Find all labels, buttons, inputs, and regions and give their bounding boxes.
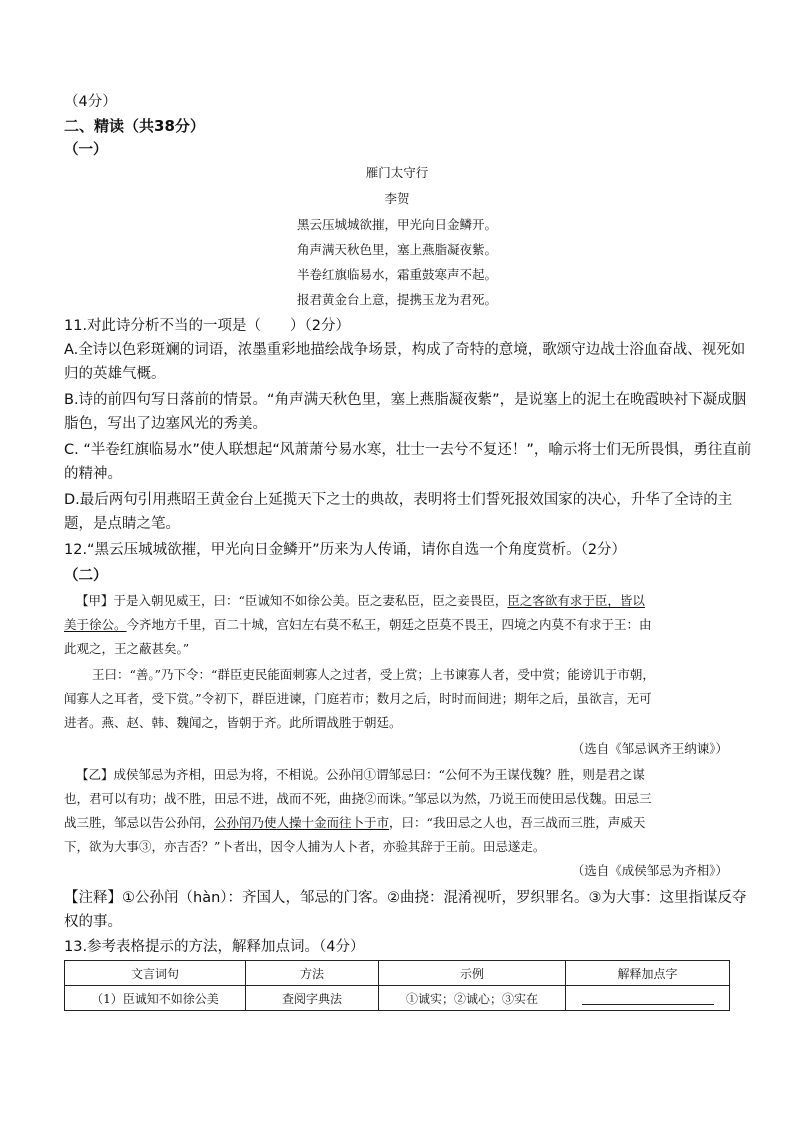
q13-table <box>64 960 730 1011</box>
q11-option-c: C. “半卷红旗临易水”使人联想起“风萧萧兮易水寒，壮士一去兮不复还！”，喻示将士们无所畏惧，勇往直前 <box>64 442 752 458</box>
notes-line: 【注释】①公孙闬（hàn）：齐国人，邹忌的门客。②曲挠：混淆视听，罗织罪名。③为大事：这里指谋反夺 <box>64 890 747 906</box>
table-header-row <box>65 961 730 986</box>
part1-label: （一） <box>64 142 108 158</box>
jia-source: （选自《邹忌讽齐王纳谏》） <box>571 741 728 756</box>
jia-line: 今齐地方千里，百二十城，宫妇左右莫不私王，朝廷之臣莫不畏王，四境之内莫不有求于王：由 <box>126 617 652 632</box>
jia-underlined: 美于徐公。 <box>64 617 127 632</box>
q11-option-d: D.最后两句引用燕昭王黄金台上延揽天下之士的典故，表明将士们誓死报效国家的决心，升华了全诗的主 <box>64 492 733 508</box>
table-cell: 查阅字典法 <box>246 986 379 1011</box>
part2-label: （二） <box>64 568 108 584</box>
q11-option-b: B.诗的前四句写日落前的情景。“角声满天秋色里，塞上燕脂凝夜紫”，是说塞上的泥土在晚霞映衬下凝成胭 <box>64 392 747 408</box>
jia-line: 【甲】于是入朝见威王，曰：“臣诚知不如徐公美。臣之妻私臣，臣之妾畏臣， <box>76 593 508 608</box>
jia-line: 进者。燕、赵、韩、魏闻之，皆朝于齐。此所谓战胜于朝廷。 <box>64 715 402 730</box>
yi-line: 下，欲为大事③，亦吉否？”卜者出，因令人捕为人卜者，亦验其辞于王前。田忌遂走。 <box>64 839 546 854</box>
table-row <box>65 986 730 1011</box>
poem-author: 李贺 <box>384 191 410 206</box>
q12-stem: 12.“黑云压城城欲摧，甲光向日金鳞开”历来为人传诵，请你自选一个角度赏析。（2分） <box>64 542 627 558</box>
q11-option-a-cont: 归的英雄气概。 <box>64 366 166 382</box>
yi-line: 【乙】成侯邹忌为齐相，田忌为将，不相说。公孙闬①谓邹忌曰：“公何不为王谋伐魏？胜，则是君之谋 <box>76 767 645 782</box>
poem-title: 雁门太守行 <box>365 165 429 180</box>
yi-line: ，曰：“我田忌之人也，吾三战而三胜，声威天 <box>389 815 646 830</box>
answer-blank[interactable] <box>582 992 714 1005</box>
table-header: 解释加点字 <box>566 961 730 986</box>
table-header: 文言词句 <box>65 961 246 986</box>
table-cell: ①诚实；②诚心；③实在 <box>379 986 566 1011</box>
table-cell: （1）臣诚知不如徐公美 <box>65 986 246 1011</box>
jia-line: 王曰：“善。”乃下令：“群臣吏民能面刺寡人之过者，受上赏；上书谏寡人者，受中赏；能谤讥于市朝， <box>92 667 655 682</box>
answer-blank-cell[interactable] <box>566 986 730 1011</box>
poem-line: 报君黄金台上意，提携玉龙为君死。 <box>296 292 497 307</box>
q11-stem: 11.对此诗分析不当的一项是（ ）（2分） <box>64 318 351 334</box>
poem-line: 半卷红旗临易水，霜重鼓寒声不起。 <box>296 267 497 282</box>
jia-line: 闻寡人之耳者，受下赏。”令初下，群臣进谏，门庭若市；数月之后，时时而间进；期年之后，虽欲言，无可 <box>64 691 652 706</box>
yi-underlined: 公孙闬乃使人操十金而往卜于市 <box>214 815 390 830</box>
poem-line: 角声满天秋色里，塞上燕脂凝夜紫。 <box>296 242 497 257</box>
jia-line: 此观之，王之蔽甚矣。” <box>64 641 190 656</box>
q13-stem: 13.参考表格提示的方法，解释加点词。（4分） <box>64 939 365 955</box>
yi-line: 也，君可以有功；战不胜，田忌不进，战而不死，曲挠②而诛。”邹忌以为然，乃说王而使田忌伐魏。田忌三 <box>64 791 652 806</box>
jia-underlined: 臣之客欲有求于臣，皆以 <box>507 593 645 608</box>
section-title: 二、精读（共38分） <box>64 117 205 135</box>
yi-line: 战三胜，邹忌以告公孙闬， <box>64 815 215 830</box>
q11-option-a: A.全诗以色彩斑斓的词语，浓墨重彩地描绘战争场景，构成了奇特的意境，歌颂守边战士浴血奋战、视死如 <box>64 342 746 358</box>
score-note: （4分） <box>64 94 117 110</box>
table-header: 方法 <box>246 961 379 986</box>
table-header: 示例 <box>379 961 566 986</box>
q11-option-d-cont: 题，是点睛之笔。 <box>64 516 180 532</box>
poem-line: 黑云压城城欲摧，甲光向日金鳞开。 <box>296 217 497 232</box>
q11-option-c-cont: 的精神。 <box>64 466 122 482</box>
yi-source: （选自《成侯邹忌为齐相》） <box>571 863 728 878</box>
notes-line: 权的事。 <box>64 914 122 930</box>
q11-option-b-cont: 脂色，写出了边塞风光的秀美。 <box>64 416 267 432</box>
